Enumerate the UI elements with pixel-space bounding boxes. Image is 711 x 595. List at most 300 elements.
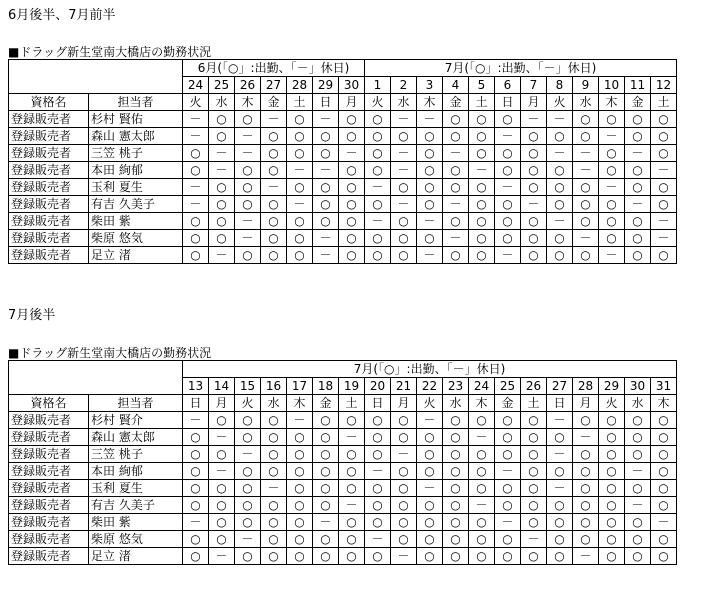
- attendance-mark: ○: [287, 514, 313, 531]
- attendance-mark: －: [391, 162, 417, 179]
- month-group-header: 6月(「○」:出勤、「－」休日): [183, 60, 365, 77]
- attendance-mark: ○: [287, 145, 313, 162]
- attendance-mark: ○: [651, 128, 677, 145]
- table-row: [9, 412, 677, 429]
- day-number: 29: [599, 378, 625, 395]
- attendance-mark: ○: [287, 111, 313, 128]
- attendance-mark: ○: [417, 463, 443, 480]
- attendance-mark: ○: [443, 497, 469, 514]
- attendance-mark: －: [521, 111, 547, 128]
- attendance-mark: ○: [521, 480, 547, 497]
- attendance-mark: ○: [183, 463, 209, 480]
- attendance-mark: ○: [339, 480, 365, 497]
- attendance-mark: ○: [495, 162, 521, 179]
- attendance-mark: ○: [573, 213, 599, 230]
- attendance-mark: ○: [261, 531, 287, 548]
- attendance-mark: ○: [651, 111, 677, 128]
- attendance-mark: ○: [599, 230, 625, 247]
- attendance-mark: ○: [209, 213, 235, 230]
- day-number: 27: [547, 378, 573, 395]
- staff-name-cell: 本田 絢郁: [89, 463, 183, 480]
- schedule-title-1: ■ドラッグ新生堂南大橋店の勤務状況: [8, 45, 212, 59]
- attendance-mark: －: [495, 247, 521, 264]
- staff-name-cell: 杉村 賢佑: [89, 111, 183, 128]
- attendance-mark: ○: [625, 514, 651, 531]
- attendance-mark: ○: [287, 213, 313, 230]
- attendance-mark: ○: [521, 412, 547, 429]
- attendance-mark: ○: [495, 548, 521, 565]
- attendance-mark: ○: [573, 247, 599, 264]
- month-header-row: [9, 60, 677, 77]
- attendance-mark: ○: [313, 497, 339, 514]
- attendance-mark: ○: [261, 412, 287, 429]
- attendance-mark: ○: [547, 514, 573, 531]
- attendance-mark: ○: [573, 531, 599, 548]
- attendance-mark: ○: [365, 247, 391, 264]
- attendance-mark: ○: [417, 230, 443, 247]
- attendance-mark: ○: [599, 463, 625, 480]
- weekday: 月: [209, 395, 235, 412]
- attendance-mark: ○: [391, 230, 417, 247]
- attendance-mark: －: [625, 497, 651, 514]
- attendance-mark: －: [365, 531, 391, 548]
- attendance-mark: ○: [521, 230, 547, 247]
- attendance-mark: ○: [417, 162, 443, 179]
- attendance-mark: ○: [235, 111, 261, 128]
- attendance-mark: ○: [443, 179, 469, 196]
- attendance-mark: ○: [651, 196, 677, 213]
- day-number: 11: [625, 77, 651, 94]
- qualification-cell: 登録販売者: [9, 179, 89, 196]
- attendance-mark: －: [599, 179, 625, 196]
- attendance-mark: ○: [313, 429, 339, 446]
- schedule-table-2: [8, 360, 677, 565]
- attendance-mark: ○: [209, 128, 235, 145]
- attendance-mark: ○: [443, 463, 469, 480]
- day-number: 14: [209, 378, 235, 395]
- attendance-mark: －: [235, 213, 261, 230]
- weekday: 木: [287, 395, 313, 412]
- table-row: [9, 111, 677, 128]
- day-number: 4: [443, 77, 469, 94]
- weekday: 土: [521, 395, 547, 412]
- attendance-mark: －: [235, 145, 261, 162]
- qualification-cell: 登録販売者: [9, 412, 89, 429]
- qualification-cell: 登録販売者: [9, 514, 89, 531]
- attendance-mark: ○: [547, 196, 573, 213]
- attendance-mark: ○: [391, 128, 417, 145]
- table-row: [9, 548, 677, 565]
- weekday: 金: [625, 94, 651, 111]
- attendance-mark: ○: [521, 145, 547, 162]
- attendance-mark: ○: [313, 412, 339, 429]
- attendance-mark: ○: [339, 230, 365, 247]
- attendance-mark: ○: [339, 514, 365, 531]
- attendance-mark: ○: [183, 230, 209, 247]
- staff-name-cell: 森山 憲太郎: [89, 429, 183, 446]
- attendance-mark: ○: [651, 463, 677, 480]
- attendance-mark: ○: [261, 247, 287, 264]
- attendance-mark: ○: [521, 162, 547, 179]
- attendance-mark: －: [235, 230, 261, 247]
- attendance-mark: ○: [365, 111, 391, 128]
- attendance-mark: ○: [573, 514, 599, 531]
- attendance-mark: ○: [261, 514, 287, 531]
- attendance-mark: ○: [625, 247, 651, 264]
- weekday: 水: [209, 94, 235, 111]
- attendance-mark: ○: [469, 128, 495, 145]
- staff-name-cell: 本田 絢郁: [89, 162, 183, 179]
- attendance-mark: －: [417, 412, 443, 429]
- attendance-mark: －: [599, 247, 625, 264]
- attendance-mark: ○: [209, 230, 235, 247]
- attendance-mark: －: [443, 230, 469, 247]
- attendance-mark: ○: [261, 145, 287, 162]
- attendance-mark: －: [547, 412, 573, 429]
- attendance-mark: －: [209, 162, 235, 179]
- weekday: 水: [625, 395, 651, 412]
- attendance-mark: －: [313, 514, 339, 531]
- attendance-mark: －: [443, 196, 469, 213]
- attendance-mark: ○: [339, 247, 365, 264]
- attendance-mark: －: [651, 213, 677, 230]
- attendance-mark: ○: [495, 213, 521, 230]
- weekday: 月: [391, 395, 417, 412]
- attendance-mark: ○: [313, 446, 339, 463]
- attendance-mark: ○: [339, 196, 365, 213]
- attendance-mark: ○: [235, 412, 261, 429]
- attendance-mark: －: [651, 230, 677, 247]
- attendance-mark: ○: [365, 497, 391, 514]
- table-row: [9, 179, 677, 196]
- attendance-mark: ○: [261, 196, 287, 213]
- day-number: 30: [339, 77, 365, 94]
- day-number: 29: [313, 77, 339, 94]
- day-number: 18: [313, 378, 339, 395]
- weekday: 金: [443, 94, 469, 111]
- weekday: 土: [469, 94, 495, 111]
- attendance-mark: ○: [469, 463, 495, 480]
- attendance-mark: ○: [209, 196, 235, 213]
- attendance-mark: ○: [365, 145, 391, 162]
- table-row: [9, 463, 677, 480]
- attendance-mark: ○: [443, 514, 469, 531]
- weekday: 日: [547, 395, 573, 412]
- attendance-mark: ○: [599, 196, 625, 213]
- attendance-mark: ○: [417, 548, 443, 565]
- attendance-mark: ○: [235, 196, 261, 213]
- attendance-mark: －: [469, 429, 495, 446]
- staff-name-cell: 有吉 久美子: [89, 196, 183, 213]
- attendance-mark: －: [287, 196, 313, 213]
- day-number: 9: [573, 77, 599, 94]
- header-blank: [9, 60, 183, 94]
- attendance-mark: ○: [391, 412, 417, 429]
- qualification-cell: 登録販売者: [9, 531, 89, 548]
- attendance-mark: ○: [469, 247, 495, 264]
- attendance-mark: ○: [469, 446, 495, 463]
- attendance-mark: ○: [417, 128, 443, 145]
- attendance-mark: ○: [183, 548, 209, 565]
- attendance-mark: －: [339, 145, 365, 162]
- attendance-mark: ○: [599, 213, 625, 230]
- day-number: 26: [521, 378, 547, 395]
- qualification-cell: 登録販売者: [9, 247, 89, 264]
- attendance-mark: ○: [469, 179, 495, 196]
- attendance-mark: ○: [339, 531, 365, 548]
- attendance-mark: ○: [651, 531, 677, 548]
- weekday: 火: [599, 395, 625, 412]
- attendance-mark: －: [235, 531, 261, 548]
- attendance-mark: ○: [469, 548, 495, 565]
- attendance-mark: ○: [547, 463, 573, 480]
- attendance-mark: ○: [495, 480, 521, 497]
- weekday-row: [9, 395, 677, 412]
- weekday: 火: [235, 395, 261, 412]
- attendance-mark: －: [313, 111, 339, 128]
- attendance-mark: －: [469, 162, 495, 179]
- attendance-mark: －: [235, 446, 261, 463]
- attendance-mark: ○: [521, 213, 547, 230]
- attendance-mark: ○: [339, 179, 365, 196]
- attendance-mark: ○: [391, 179, 417, 196]
- attendance-mark: ○: [313, 196, 339, 213]
- attendance-mark: ○: [573, 463, 599, 480]
- attendance-mark: ○: [495, 531, 521, 548]
- attendance-mark: ○: [183, 497, 209, 514]
- attendance-mark: ○: [313, 213, 339, 230]
- day-number: 6: [495, 77, 521, 94]
- attendance-mark: ○: [625, 548, 651, 565]
- attendance-mark: ○: [443, 111, 469, 128]
- weekday: 水: [443, 395, 469, 412]
- weekday: 火: [365, 94, 391, 111]
- day-number: 24: [469, 378, 495, 395]
- attendance-mark: －: [365, 179, 391, 196]
- attendance-mark: ○: [599, 480, 625, 497]
- column-header-staff: 担当者: [89, 94, 183, 111]
- staff-name-cell: 柴原 悠気: [89, 230, 183, 247]
- attendance-mark: ○: [573, 480, 599, 497]
- attendance-mark: －: [651, 162, 677, 179]
- attendance-mark: ○: [391, 480, 417, 497]
- attendance-mark: ○: [521, 247, 547, 264]
- attendance-mark: －: [495, 463, 521, 480]
- attendance-mark: ○: [521, 463, 547, 480]
- table-row: [9, 145, 677, 162]
- attendance-mark: ○: [183, 480, 209, 497]
- attendance-mark: －: [391, 196, 417, 213]
- attendance-mark: ○: [495, 230, 521, 247]
- day-number: 7: [521, 77, 547, 94]
- attendance-mark: －: [235, 128, 261, 145]
- attendance-mark: ○: [209, 412, 235, 429]
- attendance-mark: ○: [365, 230, 391, 247]
- attendance-mark: ○: [313, 145, 339, 162]
- weekday: 日: [313, 94, 339, 111]
- attendance-mark: ○: [313, 480, 339, 497]
- attendance-mark: ○: [209, 111, 235, 128]
- attendance-mark: －: [547, 446, 573, 463]
- attendance-mark: ○: [391, 213, 417, 230]
- attendance-mark: －: [313, 162, 339, 179]
- attendance-mark: ○: [391, 514, 417, 531]
- attendance-mark: －: [625, 196, 651, 213]
- attendance-mark: －: [209, 548, 235, 565]
- weekday: 土: [339, 395, 365, 412]
- attendance-mark: －: [313, 230, 339, 247]
- attendance-mark: ○: [547, 531, 573, 548]
- attendance-mark: ○: [573, 179, 599, 196]
- attendance-mark: ○: [287, 531, 313, 548]
- attendance-mark: ○: [651, 548, 677, 565]
- weekday: 土: [287, 94, 313, 111]
- attendance-mark: ○: [235, 429, 261, 446]
- column-header-qualification: 資格名: [9, 94, 89, 111]
- attendance-mark: ○: [625, 230, 651, 247]
- attendance-mark: ○: [625, 531, 651, 548]
- qualification-cell: 登録販売者: [9, 145, 89, 162]
- attendance-mark: ○: [469, 531, 495, 548]
- attendance-mark: ○: [599, 162, 625, 179]
- table-row: [9, 531, 677, 548]
- attendance-mark: －: [183, 179, 209, 196]
- attendance-mark: ○: [261, 497, 287, 514]
- attendance-mark: ○: [261, 213, 287, 230]
- attendance-mark: ○: [313, 463, 339, 480]
- staff-name-cell: 柴田 紫: [89, 514, 183, 531]
- attendance-mark: ○: [469, 145, 495, 162]
- attendance-mark: ○: [287, 480, 313, 497]
- attendance-mark: －: [495, 128, 521, 145]
- day-number: 22: [417, 378, 443, 395]
- attendance-mark: ○: [625, 128, 651, 145]
- staff-name-cell: 足立 渚: [89, 247, 183, 264]
- attendance-mark: ○: [417, 531, 443, 548]
- period-title-2: 7月後半: [8, 308, 56, 323]
- qualification-cell: 登録販売者: [9, 446, 89, 463]
- attendance-mark: ○: [183, 213, 209, 230]
- attendance-mark: ○: [625, 179, 651, 196]
- attendance-mark: ○: [599, 145, 625, 162]
- attendance-mark: ○: [261, 230, 287, 247]
- attendance-mark: ○: [469, 480, 495, 497]
- qualification-cell: 登録販売者: [9, 213, 89, 230]
- attendance-mark: ○: [365, 480, 391, 497]
- attendance-mark: ○: [651, 179, 677, 196]
- attendance-mark: －: [183, 196, 209, 213]
- attendance-mark: －: [391, 548, 417, 565]
- attendance-mark: ○: [521, 179, 547, 196]
- attendance-mark: ○: [339, 548, 365, 565]
- qualification-cell: 登録販売者: [9, 480, 89, 497]
- attendance-mark: ○: [547, 247, 573, 264]
- attendance-mark: ○: [547, 497, 573, 514]
- weekday: 月: [573, 395, 599, 412]
- day-number: 16: [261, 378, 287, 395]
- attendance-mark: ○: [495, 196, 521, 213]
- attendance-mark: ○: [443, 429, 469, 446]
- attendance-mark: ○: [599, 111, 625, 128]
- day-number: 8: [547, 77, 573, 94]
- weekday: 日: [183, 395, 209, 412]
- attendance-mark: ○: [209, 531, 235, 548]
- staff-name-cell: 玉利 夏生: [89, 480, 183, 497]
- attendance-mark: ○: [443, 412, 469, 429]
- weekday: 木: [469, 395, 495, 412]
- attendance-mark: ○: [391, 463, 417, 480]
- staff-name-cell: 三笠 桃子: [89, 446, 183, 463]
- attendance-mark: －: [495, 179, 521, 196]
- attendance-mark: －: [261, 111, 287, 128]
- attendance-mark: ○: [235, 247, 261, 264]
- day-number: 5: [469, 77, 495, 94]
- weekday: 木: [235, 94, 261, 111]
- attendance-mark: －: [547, 145, 573, 162]
- attendance-mark: ○: [599, 429, 625, 446]
- attendance-mark: ○: [287, 230, 313, 247]
- attendance-mark: ○: [261, 429, 287, 446]
- attendance-mark: －: [209, 429, 235, 446]
- attendance-mark: －: [183, 128, 209, 145]
- month-header-row: [9, 361, 677, 378]
- attendance-mark: ○: [469, 514, 495, 531]
- attendance-mark: ○: [417, 429, 443, 446]
- attendance-mark: －: [365, 213, 391, 230]
- attendance-mark: ○: [287, 128, 313, 145]
- attendance-mark: ○: [261, 463, 287, 480]
- attendance-mark: ○: [339, 162, 365, 179]
- day-number: 24: [183, 77, 209, 94]
- day-number: 12: [651, 77, 677, 94]
- day-number: 31: [651, 378, 677, 395]
- header-blank: [9, 361, 183, 395]
- attendance-mark: ○: [313, 128, 339, 145]
- attendance-mark: ○: [417, 514, 443, 531]
- attendance-mark: －: [209, 463, 235, 480]
- attendance-mark: ○: [573, 446, 599, 463]
- attendance-mark: ○: [339, 111, 365, 128]
- attendance-mark: ○: [547, 162, 573, 179]
- attendance-mark: －: [183, 514, 209, 531]
- attendance-mark: －: [313, 247, 339, 264]
- day-number: 26: [235, 77, 261, 94]
- staff-name-cell: 柴原 悠気: [89, 531, 183, 548]
- attendance-mark: ○: [651, 497, 677, 514]
- attendance-mark: －: [391, 446, 417, 463]
- period-title-1: 6月後半、7月前半: [8, 8, 116, 23]
- attendance-mark: －: [287, 162, 313, 179]
- attendance-mark: ○: [287, 429, 313, 446]
- attendance-mark: ○: [417, 497, 443, 514]
- attendance-mark: ○: [625, 412, 651, 429]
- attendance-mark: －: [417, 111, 443, 128]
- staff-name-cell: 柴田 紫: [89, 213, 183, 230]
- attendance-mark: ○: [651, 412, 677, 429]
- attendance-mark: ○: [495, 497, 521, 514]
- weekday: 火: [547, 94, 573, 111]
- attendance-mark: ○: [365, 412, 391, 429]
- attendance-mark: －: [573, 429, 599, 446]
- attendance-mark: －: [339, 497, 365, 514]
- attendance-mark: ○: [573, 128, 599, 145]
- attendance-mark: ○: [495, 145, 521, 162]
- attendance-mark: －: [573, 230, 599, 247]
- attendance-mark: ○: [339, 128, 365, 145]
- attendance-mark: ○: [521, 548, 547, 565]
- attendance-mark: ○: [625, 446, 651, 463]
- attendance-mark: ○: [287, 463, 313, 480]
